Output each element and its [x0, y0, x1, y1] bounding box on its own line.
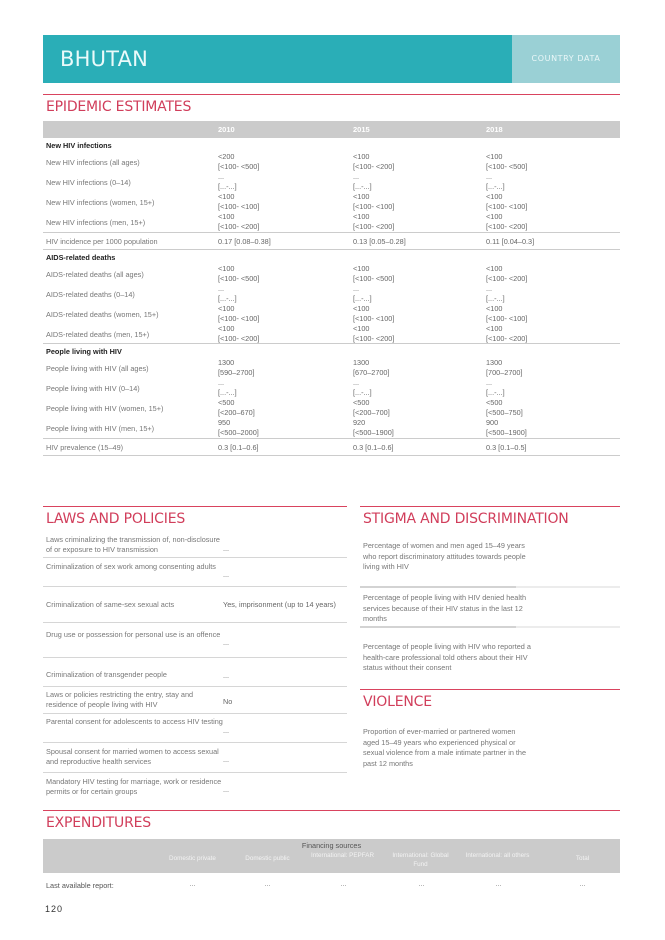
expenditures-title: EXPENDITURES	[46, 815, 151, 831]
row-label: New HIV infections (0–14)	[46, 178, 131, 187]
value-domestic-private: ...	[189, 881, 196, 888]
law-answer: ...	[223, 570, 230, 579]
value-total: ...	[579, 881, 586, 888]
law-answer: ...	[223, 638, 230, 647]
row-label: AIDS-related deaths (all ages)	[46, 270, 144, 279]
law-question: Criminalization of transgender people	[46, 670, 167, 679]
cell-range: [<100- <100]	[353, 314, 395, 323]
cell-2010	[218, 284, 237, 304]
cell-2015	[353, 324, 394, 344]
table-row	[43, 152, 620, 172]
cell-range: [<500–1900]	[486, 428, 527, 437]
law-answer: ...	[223, 726, 230, 735]
cell-2018: 0.11 [0.04–0.3]	[486, 237, 535, 246]
cell-2018	[486, 264, 527, 284]
stigma-item: Percentage of people living with HIV denied health services because of their HIV status in the last 12 months	[363, 593, 527, 623]
cell-value: ...	[218, 378, 225, 387]
group-label: New HIV infections	[46, 141, 112, 150]
law-question: Laws or policies restricting the entry, stay and residence of people living with HIV	[46, 690, 194, 709]
cell-2015	[353, 358, 390, 378]
cell-value: ...	[218, 172, 225, 181]
cell-value: ...	[218, 284, 225, 293]
stigma-discrimination-title: STIGMA AND DISCRIMINATION	[363, 511, 569, 527]
cell-range: [<100- <500]	[218, 274, 260, 283]
cell-range: [...-...]	[218, 294, 237, 303]
cell-2010: 0.3 [0.1–0.6]	[218, 443, 259, 452]
cell-value: ...	[486, 284, 493, 293]
cell-2018	[486, 172, 505, 192]
cell-range: [<100- <100]	[218, 314, 260, 323]
value-pepfar: ...	[340, 881, 347, 888]
cell-value: <100	[486, 192, 503, 201]
cell-range: [<200–670]	[218, 408, 255, 417]
cell-2010	[218, 358, 255, 378]
cell-range: [<100- <500]	[353, 274, 395, 283]
epidemic-table	[43, 121, 620, 456]
cell-range: [<100- <200]	[486, 274, 528, 283]
cell-range: [<100- <100]	[218, 202, 260, 211]
cell-value: <100	[218, 324, 235, 333]
cell-range: [<100- <200]	[218, 334, 260, 343]
section-divider	[43, 506, 347, 507]
cell-range: [<100- <200]	[353, 222, 395, 231]
cell-2010	[218, 418, 259, 438]
section-divider	[360, 689, 620, 690]
cell-2010	[218, 172, 237, 192]
cell-value: 900	[486, 418, 499, 427]
cell-2010	[218, 378, 237, 398]
cell-value: <100	[218, 192, 235, 201]
cell-value: <500	[218, 398, 235, 407]
table-row	[43, 358, 620, 378]
laws-list	[43, 533, 347, 803]
cell-2018	[486, 212, 527, 232]
law-question: Mandatory HIV testing for marriage, work or residence permits or for certain groups	[46, 777, 222, 796]
value-global-fund: ...	[418, 881, 425, 888]
cell-value: 950	[218, 418, 231, 427]
cell-range: [<100- <500]	[486, 162, 528, 171]
cell-range: [700–2700]	[486, 368, 523, 377]
cell-value: <100	[486, 152, 503, 161]
cell-2015	[353, 172, 372, 192]
cell-value: <100	[353, 152, 370, 161]
table-row	[43, 284, 620, 304]
epidemic-table-header	[43, 121, 620, 138]
cell-value: 1300	[353, 358, 370, 367]
cell-range: [...-...]	[218, 388, 237, 397]
group-header-plhiv	[43, 344, 620, 358]
cell-value: <100	[486, 264, 503, 273]
table-row	[43, 324, 620, 344]
stigma-item: Percentage of people living with HIV who reported a health-care professional told others about their HIV status without their consent	[363, 642, 531, 672]
table-row	[43, 264, 620, 284]
law-question: Laws criminalizing the transmission of, non-disclosure of or exposure to HIV transmission	[46, 535, 220, 554]
last-available-report-label: Last available report:	[46, 881, 114, 890]
table-row	[43, 172, 620, 192]
cell-range: [590–2700]	[218, 368, 255, 377]
cell-value: <500	[353, 398, 370, 407]
law-item	[43, 558, 347, 587]
cell-value: 1300	[486, 358, 503, 367]
row-label: New HIV infections (men, 15+)	[46, 218, 146, 227]
financing-sources-label: Financing sources	[301, 841, 362, 850]
table-row	[43, 304, 620, 324]
cell-value: <100	[486, 324, 503, 333]
cell-2010	[218, 212, 259, 232]
cell-2018	[486, 152, 527, 172]
cell-range: [670–2700]	[353, 368, 390, 377]
violence-item: Proportion of ever-married or partnered women aged 15–49 years who experienced physical or sexual violence from a male intimate partner in the past 12 months	[363, 727, 527, 768]
cell-range: [<100- <200]	[486, 334, 528, 343]
group-label: People living with HIV	[46, 347, 122, 356]
row-label: New HIV infections (women, 15+)	[46, 198, 155, 207]
col-domestic-public: Domestic public	[245, 855, 290, 862]
cell-2010	[218, 304, 259, 324]
cell-2015	[353, 264, 394, 284]
cell-value: <100	[353, 324, 370, 333]
value-all-others: ...	[495, 881, 502, 888]
cell-2018	[486, 304, 527, 324]
table-row	[43, 398, 620, 418]
cell-2015	[353, 378, 372, 398]
section-divider	[43, 810, 620, 811]
cell-range: [...-...]	[353, 388, 372, 397]
section-divider	[43, 94, 620, 95]
cell-2015	[353, 304, 394, 324]
law-item	[43, 533, 347, 558]
row-label: AIDS-related deaths (men, 15+)	[46, 330, 150, 339]
cell-2018	[486, 418, 527, 438]
cell-2018	[486, 358, 523, 378]
cell-range: [...-...]	[486, 388, 505, 397]
cell-value: ...	[353, 284, 360, 293]
epidemic-estimates-title: EPIDEMIC ESTIMATES	[46, 99, 192, 115]
cell-2018	[486, 324, 527, 344]
cell-value: 1300	[218, 358, 235, 367]
summary-row-incidence	[43, 232, 620, 250]
summary-row-prevalence	[43, 438, 620, 456]
cell-value: <100	[218, 212, 235, 221]
cell-value: <100	[218, 264, 235, 273]
stigma-item: Percentage of women and men aged 15–49 years who report discriminatory attitudes towards people living with HIV	[363, 541, 526, 571]
cell-2015	[353, 212, 394, 232]
cell-value: ...	[486, 378, 493, 387]
cell-2015	[353, 152, 394, 172]
year-2015-header: 2015	[353, 125, 370, 134]
cell-range: [<100- <200]	[218, 222, 260, 231]
cell-value: <200	[218, 152, 235, 161]
cell-range: [<500–750]	[486, 408, 523, 417]
item-divider	[360, 586, 620, 588]
cell-2015	[353, 398, 390, 418]
table-row	[43, 192, 620, 212]
cell-range: [<200–700]	[353, 408, 390, 417]
cell-range: [<100- <200]	[486, 222, 528, 231]
expenditures-header	[43, 839, 620, 873]
col-international-pepfar: International: PEPFAR	[310, 852, 374, 859]
row-label: New HIV infections (all ages)	[46, 158, 140, 167]
cell-value: <100	[353, 212, 370, 221]
cell-range: [...-...]	[353, 182, 372, 191]
cell-range: [<100- <200]	[353, 162, 395, 171]
cell-range: [<100- <100]	[486, 314, 528, 323]
group-header-aids-deaths	[43, 250, 620, 264]
cell-2015: 0.3 [0.1–0.6]	[353, 443, 394, 452]
cell-2018	[486, 192, 527, 212]
law-item	[43, 587, 347, 623]
cell-range: [<100- <500]	[218, 162, 260, 171]
cell-value: <100	[486, 212, 503, 221]
cell-2015	[353, 418, 394, 438]
law-answer: No	[223, 697, 233, 706]
cell-2010	[218, 264, 259, 284]
table-row	[43, 378, 620, 398]
cell-2018	[486, 378, 505, 398]
value-domestic-public: ...	[264, 881, 271, 888]
violence-title: VIOLENCE	[363, 694, 432, 710]
laws-policies-title: LAWS AND POLICIES	[46, 511, 186, 527]
cell-value: ...	[486, 172, 493, 181]
law-question: Spousal consent for married women to access sexual and reproductive health services	[46, 747, 219, 766]
cell-2015: 0.13 [0.05–0.28]	[353, 237, 406, 246]
cell-range: [...-...]	[486, 182, 505, 191]
law-answer: ...	[223, 785, 230, 794]
cell-range: [...-...]	[353, 294, 372, 303]
cell-value: ...	[353, 172, 360, 181]
cell-2010	[218, 192, 259, 212]
row-label: HIV prevalence (15–49)	[46, 443, 124, 452]
cell-value: <500	[486, 398, 503, 407]
cell-value: <100	[353, 304, 370, 313]
country-data-tag: COUNTRY DATA	[512, 35, 620, 83]
law-item	[43, 687, 347, 714]
cell-range: [...-...]	[486, 294, 505, 303]
cell-2010	[218, 152, 259, 172]
cell-range: [<100- <100]	[353, 202, 395, 211]
cell-2015	[353, 192, 394, 212]
law-question: Drug use or possession for personal use is an offence	[46, 630, 221, 639]
law-item	[43, 714, 347, 743]
section-divider	[360, 506, 620, 507]
col-international-all-others: International: all others	[465, 852, 530, 859]
row-label: People living with HIV (men, 15+)	[46, 424, 155, 433]
cell-range: [<100- <200]	[353, 334, 395, 343]
law-answer: ...	[223, 671, 230, 680]
row-label: HIV incidence per 1000 population	[46, 237, 158, 246]
law-question: Parental consent for adolescents to access HIV testing	[46, 717, 223, 726]
row-label: People living with HIV (all ages)	[46, 364, 149, 373]
law-answer: ...	[223, 755, 230, 764]
page-number: 120	[45, 904, 64, 914]
country-banner	[43, 35, 620, 83]
col-total: Total	[575, 855, 590, 862]
cell-value: <100	[218, 304, 235, 313]
item-divider	[360, 626, 620, 628]
row-label: People living with HIV (women, 15+)	[46, 404, 164, 413]
law-item	[43, 623, 347, 658]
cell-2010	[218, 324, 259, 344]
cell-range: [<100- <100]	[486, 202, 528, 211]
cell-2018	[486, 398, 523, 418]
table-row	[43, 418, 620, 438]
row-label: AIDS-related deaths (women, 15+)	[46, 310, 159, 319]
law-item	[43, 658, 347, 687]
cell-range: [...-...]	[218, 182, 237, 191]
year-2010-header: 2010	[218, 125, 235, 134]
cell-value: <100	[353, 264, 370, 273]
cell-value: 920	[353, 418, 366, 427]
col-international-global-fund: International: Global Fund	[392, 852, 449, 868]
cell-range: [<500–1900]	[353, 428, 394, 437]
law-question: Criminalization of same-sex sexual acts	[46, 600, 175, 609]
cell-2010: 0.17 [0.08–0.38]	[218, 237, 271, 246]
row-label: People living with HIV (0–14)	[46, 384, 140, 393]
cell-2015	[353, 284, 372, 304]
law-answer: ...	[223, 544, 230, 553]
row-label: AIDS-related deaths (0–14)	[46, 290, 135, 299]
law-item	[43, 773, 347, 803]
cell-range: [<500–2000]	[218, 428, 259, 437]
country-title: BHUTAN	[43, 35, 512, 83]
cell-2018: 0.3 [0.1–0.5]	[486, 443, 527, 452]
cell-value: <100	[486, 304, 503, 313]
col-domestic-private: Domestic private	[169, 855, 216, 862]
cell-2010	[218, 398, 255, 418]
law-item	[43, 743, 347, 773]
law-answer: Yes, imprisonment (up to 14 years)	[223, 600, 336, 609]
group-header-new-infections	[43, 138, 620, 152]
law-question: Criminalization of sex work among consenting adults	[46, 562, 216, 571]
group-label: AIDS-related deaths	[46, 253, 116, 262]
table-row	[43, 212, 620, 232]
cell-2018	[486, 284, 505, 304]
year-2018-header: 2018	[486, 125, 503, 134]
cell-value: ...	[353, 378, 360, 387]
cell-value: <100	[353, 192, 370, 201]
